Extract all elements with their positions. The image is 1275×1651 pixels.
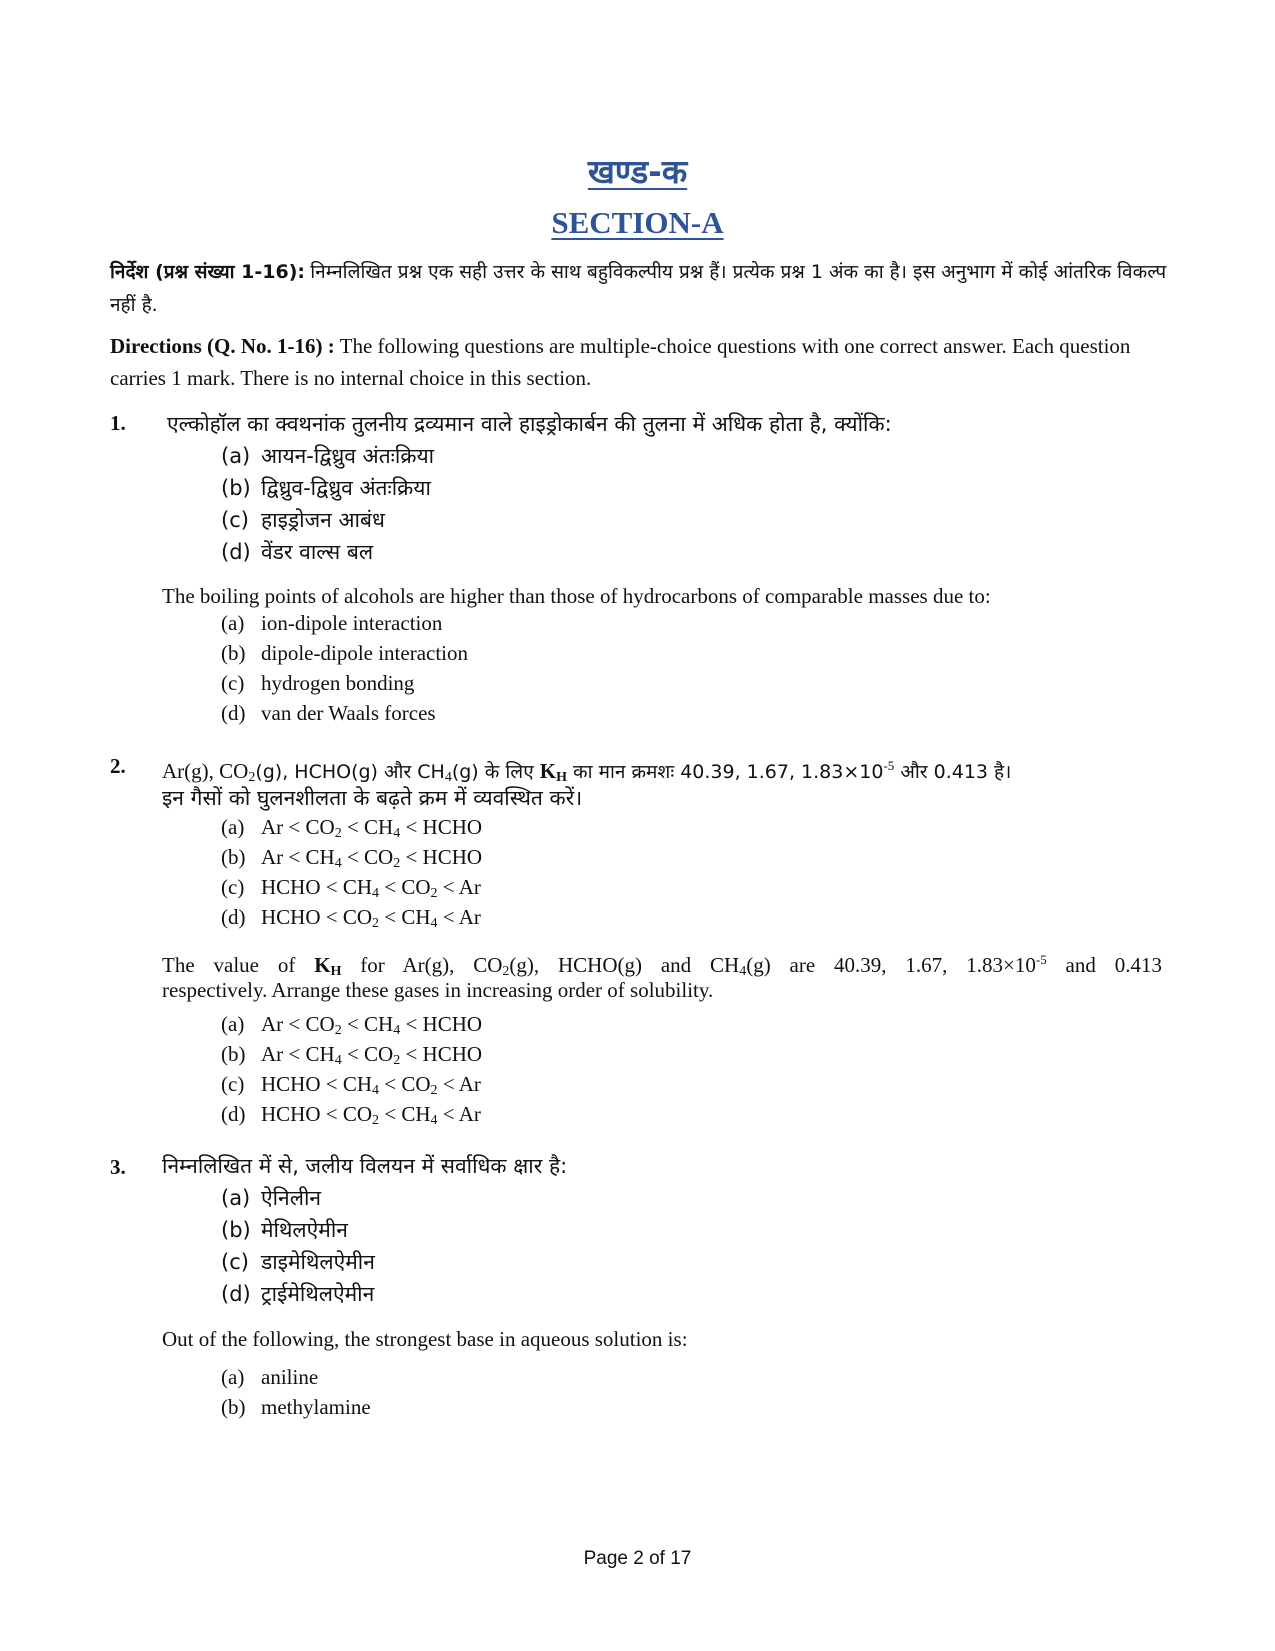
- section-title-hindi: खण्ड-क: [587, 152, 688, 191]
- option-c: (c) HCHO < $CH_4 < CO_2 < Ar$: [221, 1072, 481, 1098]
- question-1-english: The boiling points of alcohols are higher than those of hydrocarbons of comparable masses due to:: [162, 584, 991, 608]
- option-b: (b) dipole-dipole interaction: [221, 641, 469, 665]
- option-c: (c) hydrogen bonding: [221, 671, 415, 695]
- question-number: 2.: [110, 754, 126, 778]
- option-b: (b) मेथिलऐमीन: [221, 1218, 348, 1242]
- section-title-english: SECTION-A: [551, 205, 724, 240]
- directions-english: Directions (Q. No. 1-16) : The following questions are multiple-choice questions with one correct answer. Each question carries 1 mark. There is no internal choice in this section.: [110, 334, 1131, 390]
- option-c: (c) हाइड्रोजन आबंध: [221, 508, 385, 532]
- option-b: (b) $Ar < CH_4 < CO_2$ < HCHO: [221, 845, 483, 871]
- option-a: (a) aniline: [221, 1365, 319, 1389]
- option-d: (d) van der Waals forces: [221, 701, 436, 725]
- option-c: (c) डाइमेथिलऐमीन: [221, 1250, 375, 1274]
- question-number: 3.: [110, 1155, 126, 1179]
- option-d: (d) वेंडर वाल्स बल: [221, 540, 374, 564]
- question-2-hindi: Ar(g), $CO_2(g)$, HCHO(g) और $CH_4(g)$ के लिए $K_H$ का मान क्रमशः 40.39, 1.67, $1.83\times 10^{-5}$ और 0.413 है।: [162, 758, 1012, 785]
- question-number: 1.: [110, 411, 126, 435]
- option-b: (b) methylamine: [221, 1395, 371, 1419]
- question-3-english: Out of the following, the strongest base in aqueous solution is:: [162, 1327, 688, 1351]
- directions-hindi: निर्देश (प्रश्न संख्या 1-16): निम्नलिखित प्रश्न एक सही उत्तर के साथ बहुविकल्पीय प्रश्न हैं। प्रत्येक प्रश्न 1 अंक का है। इस अनुभाग में कोई आंतरिक विकल्प नहीं है.: [110, 261, 1167, 316]
- question-2-english-line-2: respectively. Arrange these gases in increasing order of solubility.: [162, 978, 714, 1002]
- option-d: (d) HCHO < $CO_2 < CH_4 < Ar$: [221, 905, 481, 931]
- option-b: (b) द्विध्रुव-द्विध्रुव अंतःक्रिया: [221, 476, 431, 500]
- page-number: Page 2 of 17: [583, 1548, 692, 1569]
- question-1-hindi: एल्कोहॉल का क्वथनांक तुलनीय द्रव्यमान वाले हाइड्रोकार्बन की तुलना में अधिक होता है, क्योंकि:: [167, 412, 892, 436]
- option-a: (a) आयन-द्विध्रुव अंतःक्रिया: [221, 444, 435, 468]
- option-a: (a) $Ar < CO_2 < CH_4$ < HCHO: [221, 815, 483, 841]
- question-2-hindi-line-2: इन गैसों को घुलनशीलता के बढ़ते क्रम में व्यवस्थित करें।: [162, 786, 583, 810]
- option-a: (a) $Ar < CO_2 < CH_4$ < HCHO: [221, 1012, 483, 1038]
- option-a: (a) ऐनिलीन: [221, 1186, 322, 1210]
- option-b: (b) $Ar < CH_4 < CO_2$ < HCHO: [221, 1042, 483, 1068]
- option-d: (d) HCHO < $CO_2 < CH_4 < Ar$: [221, 1102, 481, 1128]
- option-d: (d) ट्राईमेथिलऐमीन: [221, 1282, 375, 1306]
- option-c: (c) HCHO < $CH_4 < CO_2 < Ar$: [221, 875, 481, 901]
- option-a: (a) ion-dipole interaction: [221, 611, 443, 635]
- question-2-english: The value of $K_H$ for Ar(g), $CO_2(g)$, HCHO(g) and $CH_4(g)$ are 40.39, 1.67, $1.83\times 10^{-5}$ and 0.413: [162, 952, 1162, 979]
- question-3-hindi: निम्नलिखित में से, जलीय विलयन में सर्वाधिक क्षार है:: [162, 1154, 568, 1178]
